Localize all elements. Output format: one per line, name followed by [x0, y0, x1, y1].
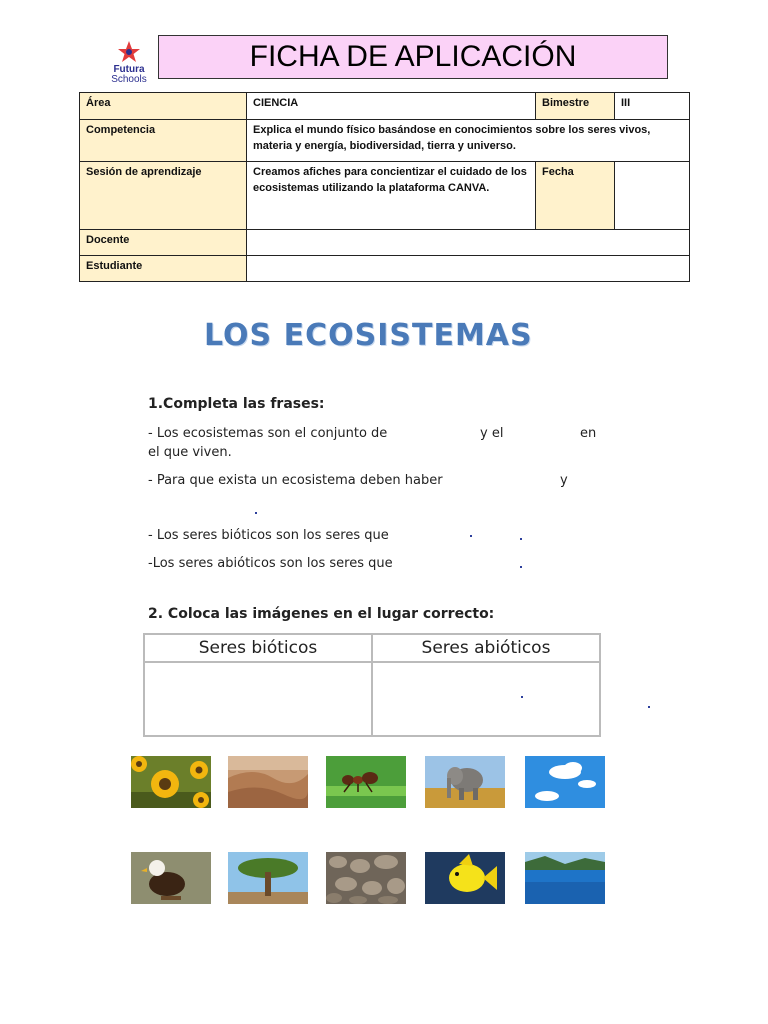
fecha-label: Fecha	[536, 162, 615, 230]
q1-line1-part2: y el	[480, 426, 504, 441]
competencia-value: Explica el mundo físico basándose en conocimientos sobre los seres vivos, materia y energía, biodiversidad, tierra y universo.	[247, 120, 690, 162]
yellow-fish-image[interactable]	[425, 852, 505, 904]
q1-line3: - Los seres bióticos son los seres que	[148, 528, 389, 543]
dragon-tree-image[interactable]	[228, 852, 308, 904]
dot-mark	[648, 706, 650, 708]
dot-mark	[520, 566, 522, 568]
elephant-image[interactable]	[425, 756, 505, 808]
worksheet-title: LOS ECOSISTEMAS	[204, 318, 533, 353]
classification-table	[143, 633, 601, 737]
bimestre-value: III	[615, 93, 690, 120]
dot-mark	[521, 696, 523, 698]
futura-schools-logo	[104, 40, 154, 88]
area-label: Área	[80, 93, 247, 120]
sunflowers-image[interactable]	[131, 756, 211, 808]
eagle-image[interactable]	[131, 852, 211, 904]
q1-line2-part2: y	[560, 473, 568, 488]
estudiante-value[interactable]	[247, 256, 690, 282]
sesion-value: Creamos afiches para concientizar el cuidado de los ecosistemas utilizando la plataforma CANVA.	[247, 162, 536, 230]
q1-line4: -Los seres abióticos son los seres que	[148, 556, 393, 571]
desert-image[interactable]	[228, 756, 308, 808]
bioticos-dropzone[interactable]	[144, 662, 372, 736]
star-logo-icon	[116, 40, 142, 64]
lake-image[interactable]	[525, 852, 605, 904]
logo-text-futura: Futura	[113, 64, 145, 75]
page-title: FICHA DE APLICACIÓN	[158, 35, 668, 79]
logo-text-schools: Schools	[111, 74, 147, 85]
q1-heading: 1.Completa las frases:	[148, 396, 325, 412]
bimestre-label: Bimestre	[536, 93, 615, 120]
docente-label: Docente	[80, 230, 247, 256]
dot-mark	[255, 512, 257, 514]
q1-line2-part1: - Para que exista un ecosistema deben haber	[148, 473, 443, 488]
sesion-label: Sesión de aprendizaje	[80, 162, 247, 230]
q1-line1-part1: - Los ecosistemas son el conjunto de	[148, 426, 388, 441]
clouds-image[interactable]	[525, 756, 605, 808]
estudiante-label: Estudiante	[80, 256, 247, 282]
info-table	[79, 92, 690, 282]
ant-image[interactable]	[326, 756, 406, 808]
fecha-value[interactable]	[615, 162, 690, 230]
abioticos-dropzone[interactable]	[372, 662, 600, 736]
q1-line1-part3: en	[580, 426, 597, 441]
rocks-image[interactable]	[326, 852, 406, 904]
col-abioticos: Seres abióticos	[372, 634, 600, 662]
dot-mark	[470, 535, 472, 537]
dot-mark	[520, 538, 522, 540]
docente-value[interactable]	[247, 230, 690, 256]
q2-heading: 2. Coloca las imágenes en el lugar correcto:	[148, 606, 495, 622]
col-bioticos: Seres bióticos	[144, 634, 372, 662]
q1-line1-part4: el que viven.	[148, 445, 232, 460]
competencia-label: Competencia	[80, 120, 247, 162]
area-value: CIENCIA	[247, 93, 536, 120]
